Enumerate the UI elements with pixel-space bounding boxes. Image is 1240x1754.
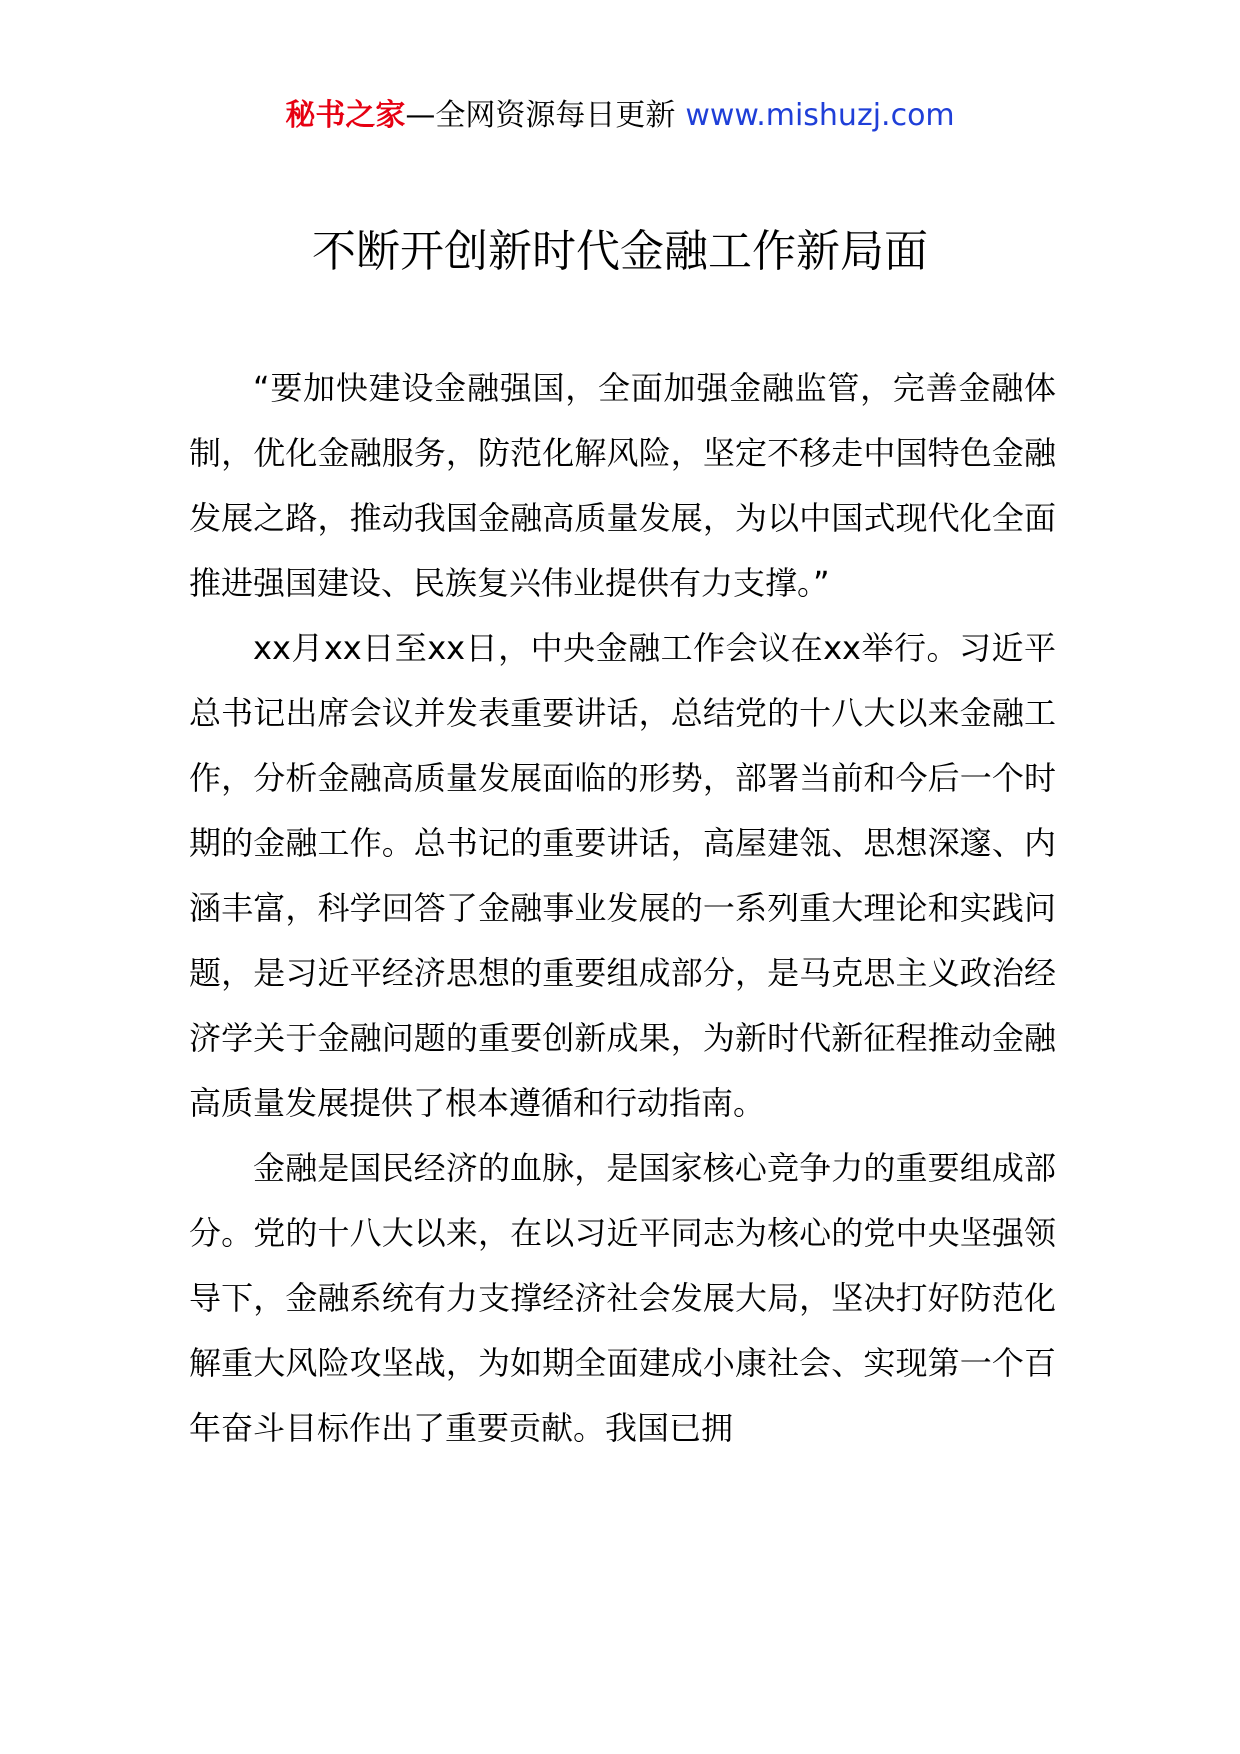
paragraph-finance: 金融是国民经济的血脉，是国家核心竞争力的重要组成部分。党的十八大以来，在以习近平同志为核心的党中央坚强领导下，金融系统有力支撑经济社会发展大局，坚决打好防范化解重大风险攻坚战，为如期全面建成小康社会、实现第一个百年奋斗目标作出了重要贡献。我国已拥 bbox=[189, 1149, 1056, 1447]
document-body bbox=[189, 356, 1056, 1461]
paragraph-meeting: xx月xx日至xx日，中央金融工作会议在xx举行。习近平总书记出席会议并发表重要讲话，总结党的十八大以来金融工作，分析金融高质量发展面临的形势，部署当前和今后一个时期的金融工作。总书记的重要讲话，高屋建瓴、思想深邃、内涵丰富，科学回答了金融事业发展的一系列重大理论和实践问题，是习近平经济思想的重要组成部分，是马克思主义政治经济学关于金融问题的重要创新成果，为新时代新征程推动金融高质量发展提供了根本遵循和行动指南。 bbox=[189, 629, 1056, 1122]
banner-tagline: —全网资源每日更新 bbox=[405, 98, 676, 133]
brand-name: 秘书之家 bbox=[285, 98, 406, 133]
site-banner bbox=[0, 96, 1240, 136]
site-url-link[interactable]: www.mishuzj.com bbox=[685, 98, 955, 133]
document-title: 不断开创新时代金融工作新局面 bbox=[312, 226, 928, 277]
paragraph-quote: “要加快建设金融强国，全面加强金融监管，完善金融体制，优化金融服务，防范化解风险，坚定不移走中国特色金融发展之路，推动我国金融高质量发展，为以中国式现代化全面推进强国建设、民族复兴伟业提供有力支撑。” bbox=[189, 369, 1056, 602]
